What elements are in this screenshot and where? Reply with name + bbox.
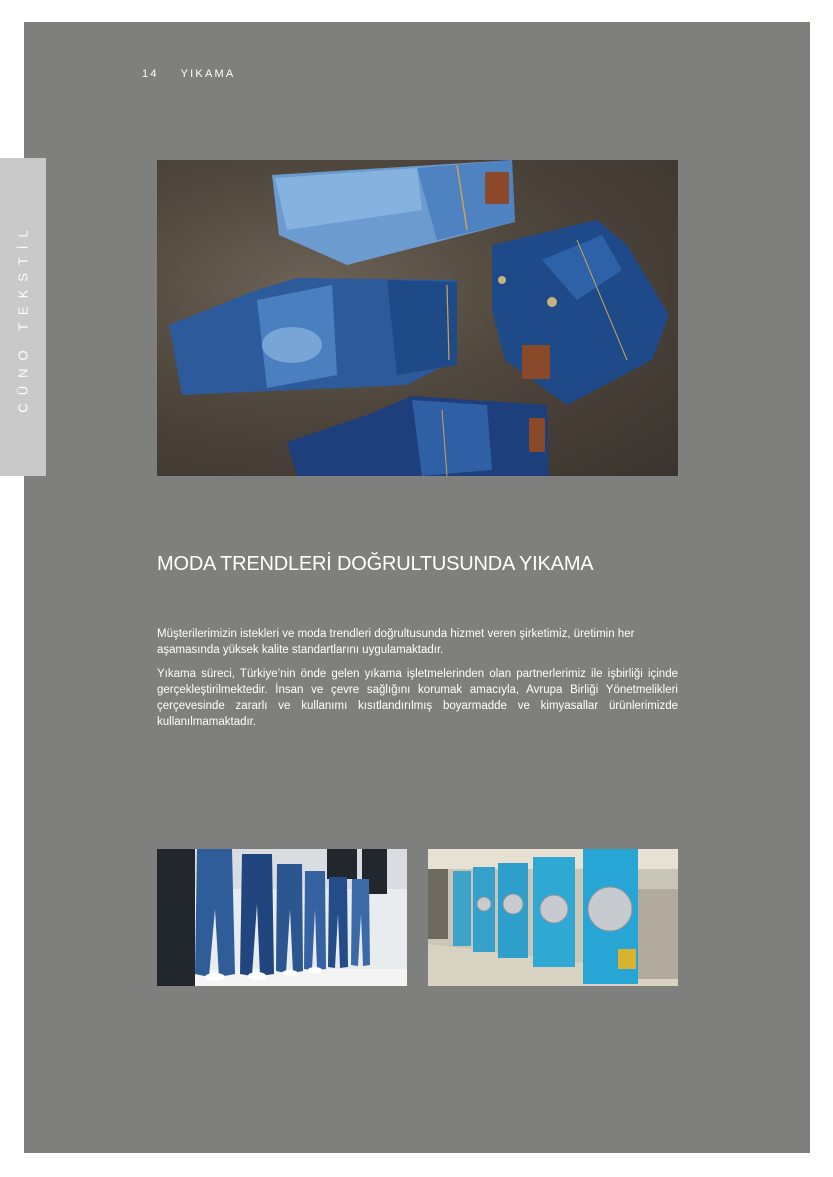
article-body [157, 626, 678, 738]
dark-jeans [492, 220, 669, 405]
light-jeans [272, 160, 515, 265]
sidebar-brand-tab [0, 158, 46, 476]
jeans-photo [157, 160, 678, 476]
medium-jeans [169, 278, 457, 395]
brand-name: CÜNO TEKSTİL [15, 221, 31, 413]
page-number: 14 [142, 68, 159, 80]
washing-machines-photo [428, 849, 678, 986]
article-title: MODA TRENDLERİ DOĞRULTUSUNDA YIKAMA [157, 553, 594, 575]
paragraph-1: Müşterilerimizin istekleri ve moda trendleri doğrultusunda hizmet veren şirketimiz, üretimin her aşamasında yüksek kalite standartlarını uygulamaktadır. [157, 628, 635, 656]
paragraph-2: Yıkama süreci, Türkiye’nin önde gelen yıkama işletmelerinden olan partnerlerimiz ile işbirliği içinde gerçekleştirilmektedir. İnsan ve çevre sağlığını korumak amacıyla, Avrupa Birliği Yönetmelikleri çerçevesinde zararlı ve kullanımı kısıtlandırılmış boyarmadde ve kimyasallar ürünlerimizde kullanılmamaktadır. [157, 668, 678, 728]
mannequins-photo [157, 849, 407, 986]
page-header [142, 68, 235, 80]
bottom-jeans [287, 396, 549, 476]
section-title: YIKAMA [180, 68, 236, 80]
